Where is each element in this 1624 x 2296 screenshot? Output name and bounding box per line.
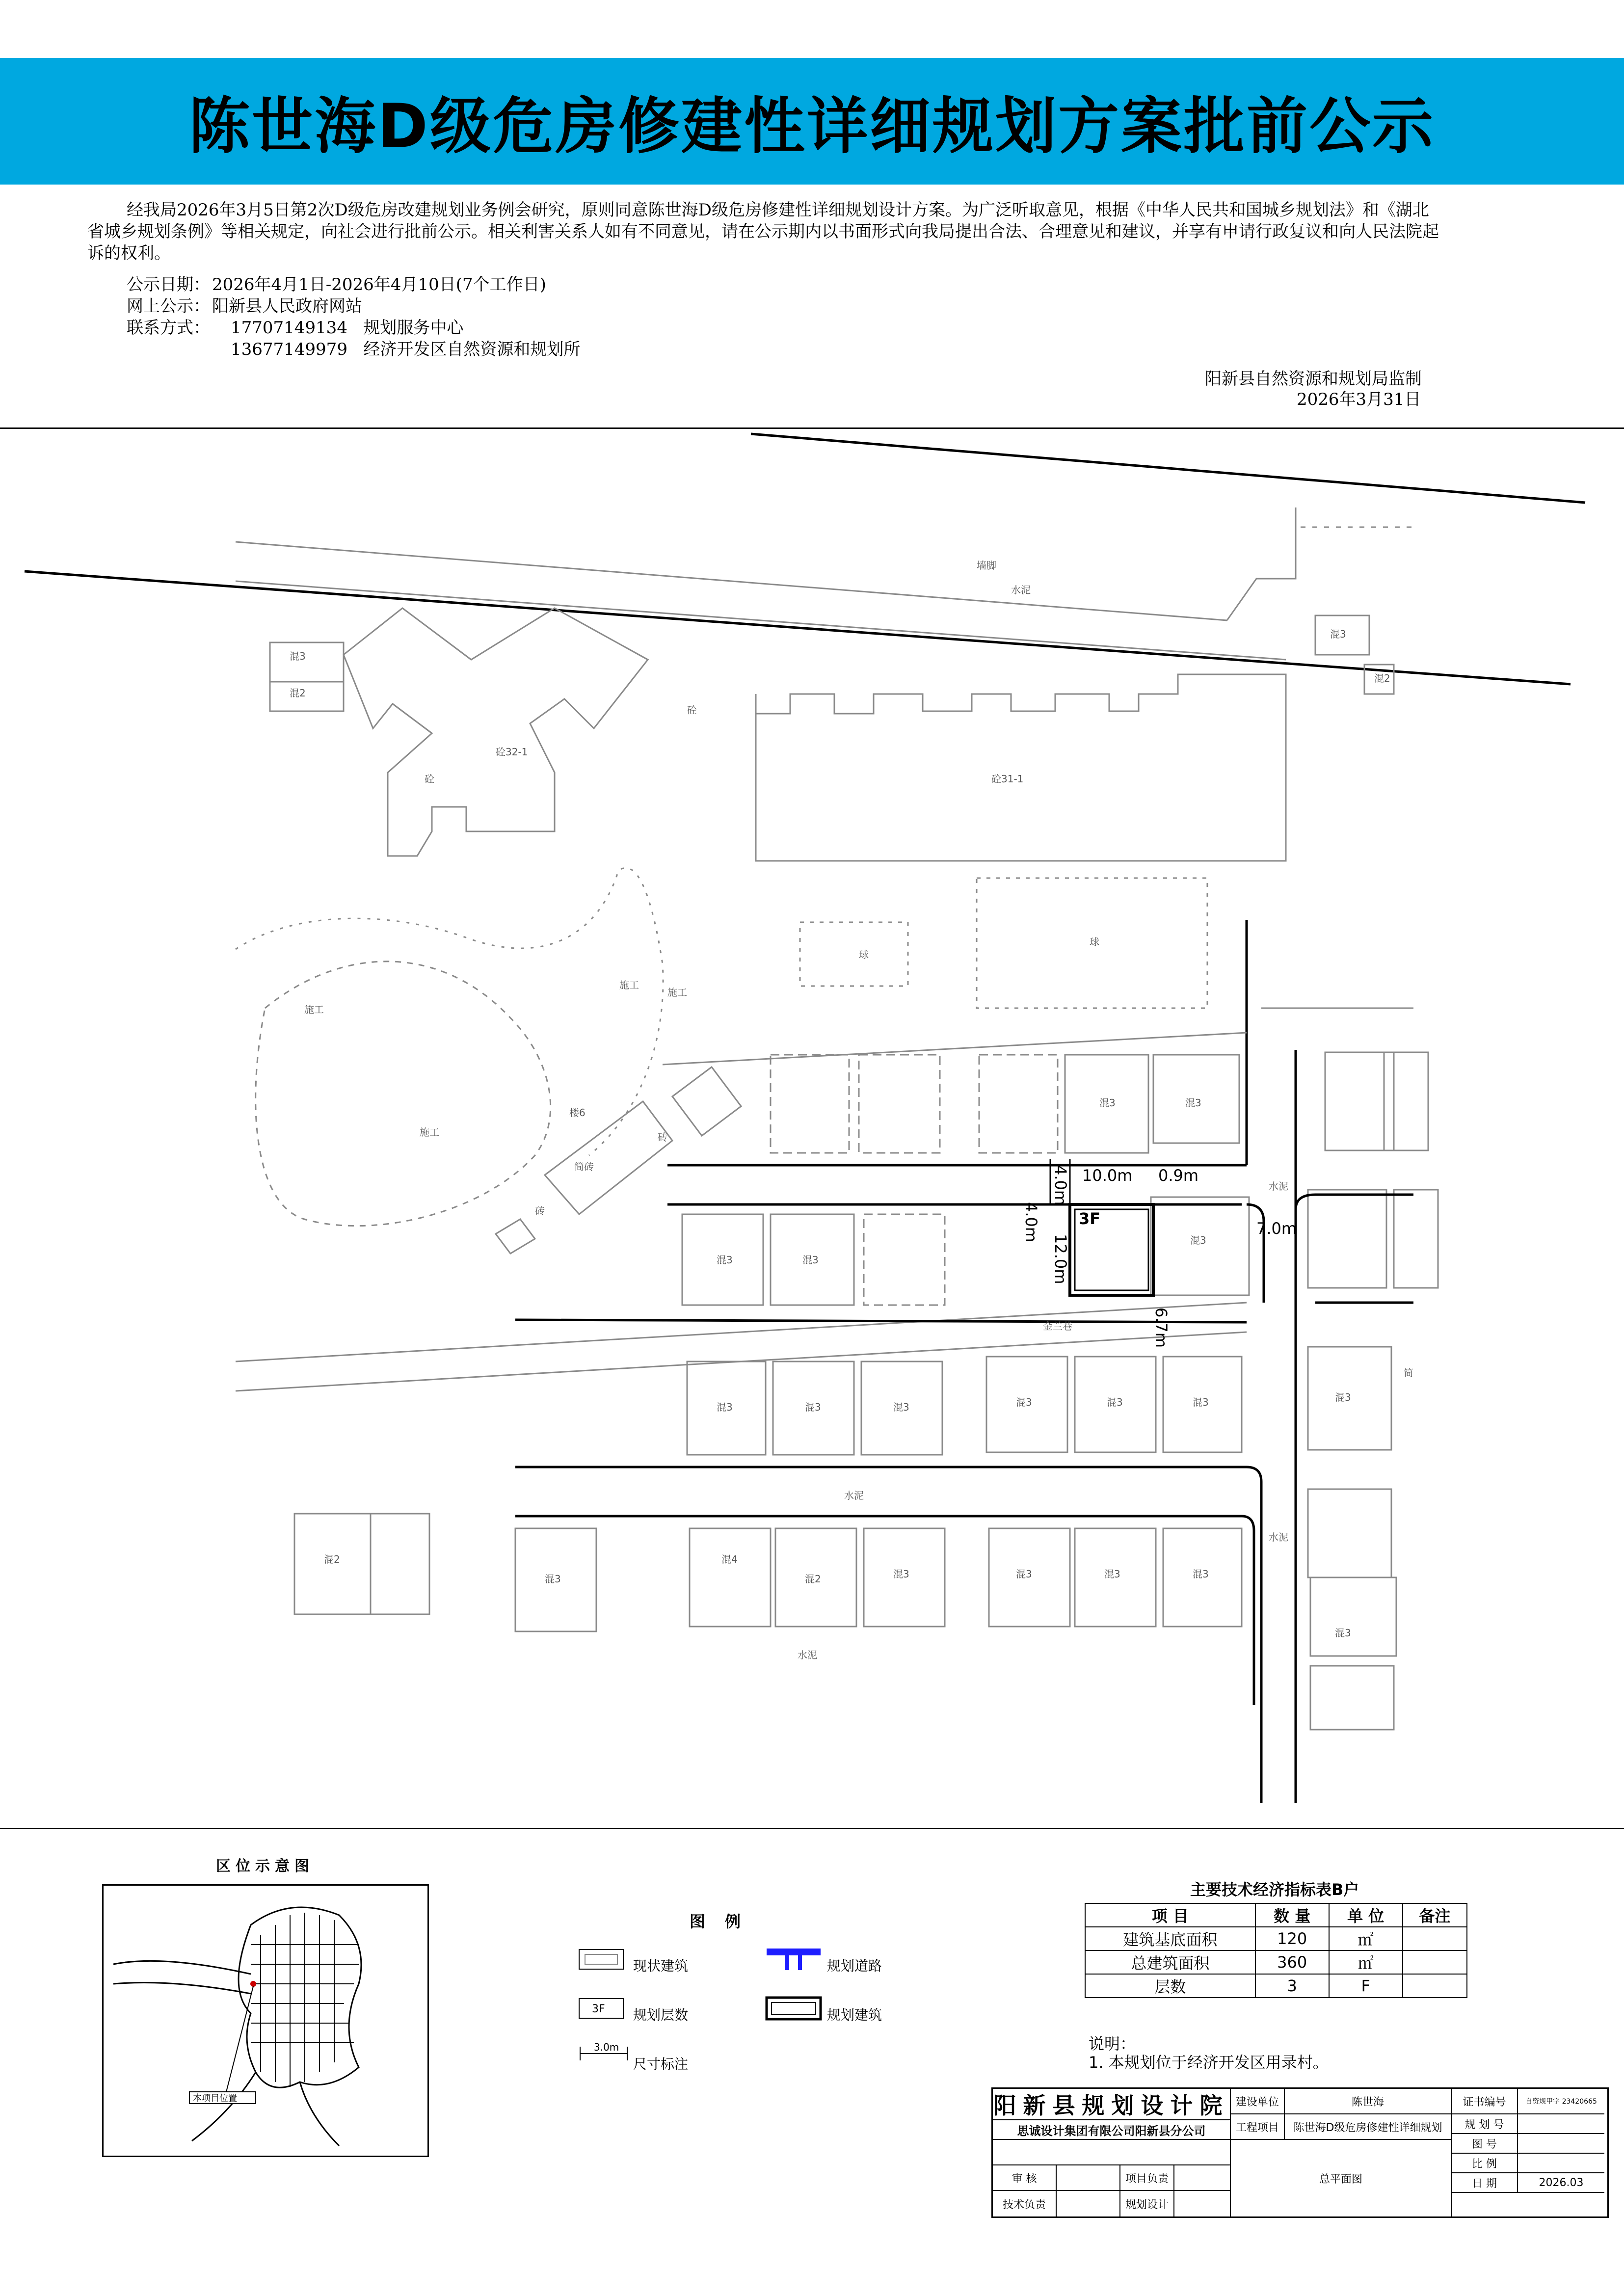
- map-label-h3: 混3: [802, 1254, 819, 1266]
- contact-label: 联系方式：: [127, 318, 210, 338]
- map-label-h3: 混3: [893, 1401, 909, 1413]
- table-cell: 360: [1255, 1950, 1329, 1974]
- map-label-h3: 混3: [1335, 1391, 1351, 1403]
- map-label-bldg-c: 砼: [425, 773, 434, 785]
- map-label-cement-2: 水泥: [1269, 1180, 1288, 1192]
- legend-title: 图例: [690, 1912, 761, 1931]
- scale-label: 比 例: [1452, 2154, 1518, 2173]
- company-name: 思诚设计集团有限公司阳新县分公司: [993, 2120, 1231, 2140]
- location-map-title: 区位示意图: [216, 1858, 314, 1875]
- map-label-h3: 混3: [1185, 1097, 1201, 1109]
- location-map: [102, 1884, 429, 2157]
- map-label-h3: 混3: [805, 1401, 821, 1413]
- map-label-h2: 混2: [1374, 672, 1390, 684]
- bottom-panel: [0, 1829, 1624, 2296]
- dim-10m: 10.0m: [1082, 1166, 1133, 1185]
- title-bar: [0, 58, 1624, 185]
- notice-section: [0, 185, 1624, 429]
- design-label: 规划设计: [1120, 2191, 1174, 2216]
- map-label-h2: 混2: [324, 1553, 340, 1565]
- map-label-h3: 混3: [893, 1568, 909, 1580]
- map-label-brick-4: 楼6: [569, 1107, 586, 1119]
- map-label-cement-4: 水泥: [798, 1649, 817, 1661]
- web-value: 阳新县人民政府网站: [212, 296, 362, 316]
- map-label-h3: 混3: [1104, 1568, 1120, 1580]
- map-label-h2: 混2: [805, 1573, 821, 1585]
- proj-lead-label: 项目负责: [1120, 2165, 1174, 2191]
- legend-dimension-sample: 3.0m: [594, 2041, 619, 2053]
- project-label: 工程项目: [1231, 2114, 1285, 2140]
- map-label-brick-3: 砖: [535, 1205, 545, 1217]
- date-label: 日 期: [1452, 2173, 1518, 2193]
- issue-date: 2026年3月31日: [1297, 390, 1421, 409]
- legend-planned: 规划建筑: [827, 2007, 882, 2023]
- institute-name: 阳新县规划设计院: [993, 2089, 1231, 2120]
- site-plan-map: [0, 429, 1624, 1829]
- map-label-court-1: 球: [859, 949, 869, 961]
- map-label-h4: 混4: [721, 1553, 738, 1565]
- date-value: 2026.03: [1518, 2173, 1604, 2193]
- date-value: 2026年4月1日-2026年4月10日(7个工作日): [212, 275, 546, 294]
- location-map-drawing: [104, 1886, 427, 2156]
- dim-0-9m: 0.9m: [1158, 1166, 1199, 1185]
- issuer: 阳新县自然资源和规划局监制: [1205, 369, 1422, 389]
- plan-no-value: [1518, 2114, 1604, 2134]
- map-label-cement-3: 水泥: [844, 1490, 864, 1501]
- cert-value: 自资规甲字 23420665: [1518, 2089, 1604, 2114]
- dim-12m: 12.0m: [1051, 1234, 1070, 1284]
- title-block: [991, 2087, 1609, 2218]
- map-label-cement-5: 水泥: [1269, 1531, 1288, 1543]
- table-cell: 层数: [1085, 1974, 1255, 1998]
- legend-existing: 现状建筑: [633, 1958, 689, 1974]
- map-label-bldg-d: 砼: [687, 704, 697, 716]
- builder-label: 建设单位: [1231, 2089, 1285, 2114]
- map-label-brick-2: 简砖: [574, 1161, 594, 1173]
- scale-value: [1518, 2154, 1604, 2173]
- contact-1: 17707149134 规划服务中心: [231, 318, 464, 338]
- tech-header-note: 备注: [1403, 1903, 1467, 1927]
- map-label-h3: 混3: [1016, 1396, 1032, 1408]
- map-label-bldg-b: 砼31-1: [991, 773, 1024, 785]
- map-label-h3: 混3: [1016, 1568, 1032, 1580]
- page-title: 陈世海D级危房修建性详细规划方案批前公示: [189, 91, 1435, 162]
- drawing-no-label: 图 号: [1452, 2134, 1518, 2154]
- map-label-h2: 混2: [290, 687, 306, 699]
- map-label-h3: 混3: [1193, 1568, 1209, 1580]
- legend-dimension: 尺寸标注: [633, 2056, 689, 2072]
- proj-lead-value: [1174, 2165, 1231, 2191]
- contact-2: 13677149979 经济开发区自然资源和规划所: [231, 340, 581, 359]
- table-row: [1085, 1927, 1467, 1950]
- table-row: [1085, 1974, 1467, 1998]
- cert-label: 证书编号: [1452, 2089, 1518, 2114]
- tech-lead-label: 技术负责: [993, 2191, 1057, 2216]
- map-label-construction-3: 施工: [667, 987, 687, 998]
- map-label-h3: 混3: [717, 1401, 733, 1413]
- tech-table-header: [1085, 1903, 1467, 1927]
- map-label-construction-1: 施工: [304, 1004, 324, 1015]
- table-cell: [1403, 1974, 1467, 1998]
- drawing-no-value: [1518, 2134, 1604, 2154]
- review-label: 审 核: [993, 2165, 1057, 2191]
- legend-road: 规划道路: [827, 1958, 882, 1974]
- table-cell: ㎡: [1329, 1950, 1403, 1974]
- table-cell: 总建筑面积: [1085, 1950, 1255, 1974]
- dim-7m: 7.0m: [1256, 1219, 1297, 1238]
- web-label: 网上公示：: [127, 296, 210, 316]
- tech-header-qty: 数 量: [1255, 1903, 1329, 1927]
- table-cell: 建筑基底面积: [1085, 1927, 1255, 1950]
- tech-table-title: 主要技术经济指标表B户: [1190, 1880, 1359, 1899]
- map-label-cement-1: 水泥: [1011, 584, 1031, 596]
- legend-floors-sample: 3F: [592, 2003, 605, 2015]
- notes-item: 1. 本规划位于经济开发区用录村。: [1089, 2053, 1329, 2072]
- map-label-brick-1: 砖: [658, 1131, 667, 1143]
- review-value: [1057, 2165, 1120, 2191]
- table-cell: ㎡: [1329, 1927, 1403, 1950]
- table-cell: F: [1329, 1974, 1403, 1998]
- tech-table: [1085, 1903, 1467, 1998]
- map-label-h3: 混3: [1330, 628, 1346, 640]
- dim-6-7m: 6.7m: [1152, 1308, 1171, 1348]
- map-label-golden-lane: 金兰巷: [1043, 1320, 1072, 1332]
- map-label-h3: 混3: [290, 650, 306, 662]
- plan-no-label: 规 划 号: [1452, 2114, 1518, 2134]
- dim-4m-top: 4.0m: [1051, 1165, 1070, 1206]
- map-label-road-north: 墙脚: [977, 560, 996, 571]
- legend-floors: 规划层数: [633, 2007, 689, 2023]
- notice-paragraph: 经我局2026年3月5日第2次D级危房改建规划业务例会研究，原则同意陈世海D级危房修建性详细规划设计方案。为广泛听取意见，根据《中华人民共和国城乡规划法》和《湖北省城乡规划条例》等相关规定，向社会进行批前公示。相关利害关系人如有不同意见，请在公示期内以书面形式向我局提出合法、合理意见和建议，并享有申请行政复议和向人民法院起诉的权利。: [87, 200, 1439, 263]
- site-plan-drawing: [0, 429, 1624, 1828]
- notes-title: 说明：: [1089, 2034, 1136, 2053]
- drawing-name: 总平面图: [1231, 2140, 1452, 2216]
- design-value: [1174, 2191, 1231, 2216]
- map-label-h3: 混3: [545, 1573, 561, 1585]
- map-label-bldg-a: 砼32-1: [496, 746, 528, 758]
- dim-4m: 4.0m: [1022, 1202, 1040, 1243]
- tech-header-item: 项 目: [1085, 1903, 1255, 1927]
- table-cell: [1403, 1950, 1467, 1974]
- builder-value: 陈世海: [1285, 2089, 1452, 2114]
- map-label-h3: 混3: [1107, 1396, 1123, 1408]
- table-cell: 3: [1255, 1974, 1329, 1998]
- project-value: 陈世海D级危房修建性详细规划: [1285, 2114, 1452, 2140]
- map-label-h3: 混3: [717, 1254, 733, 1266]
- blank-cell: [993, 2140, 1231, 2165]
- table-row: [1085, 1950, 1467, 1974]
- map-label-h3: 混3: [1099, 1097, 1116, 1109]
- map-label-construction-4: 施工: [420, 1126, 439, 1138]
- table-cell: [1403, 1927, 1467, 1950]
- map-label-court-2: 球: [1090, 936, 1099, 948]
- location-marker-label: 本项目位置: [193, 2093, 237, 2104]
- tech-lead-value: [1057, 2191, 1120, 2216]
- date-label: 公示日期：: [127, 275, 210, 294]
- table-cell: 120: [1255, 1927, 1329, 1950]
- map-floors-label: 3F: [1079, 1209, 1101, 1228]
- tech-header-unit: 单 位: [1329, 1903, 1403, 1927]
- map-label-construction-2: 施工: [619, 979, 639, 991]
- map-label-misc: 简: [1404, 1367, 1413, 1379]
- map-label-h3: 混3: [1190, 1234, 1206, 1246]
- map-label-h3: 混3: [1335, 1627, 1351, 1639]
- map-label-h3: 混3: [1193, 1396, 1209, 1408]
